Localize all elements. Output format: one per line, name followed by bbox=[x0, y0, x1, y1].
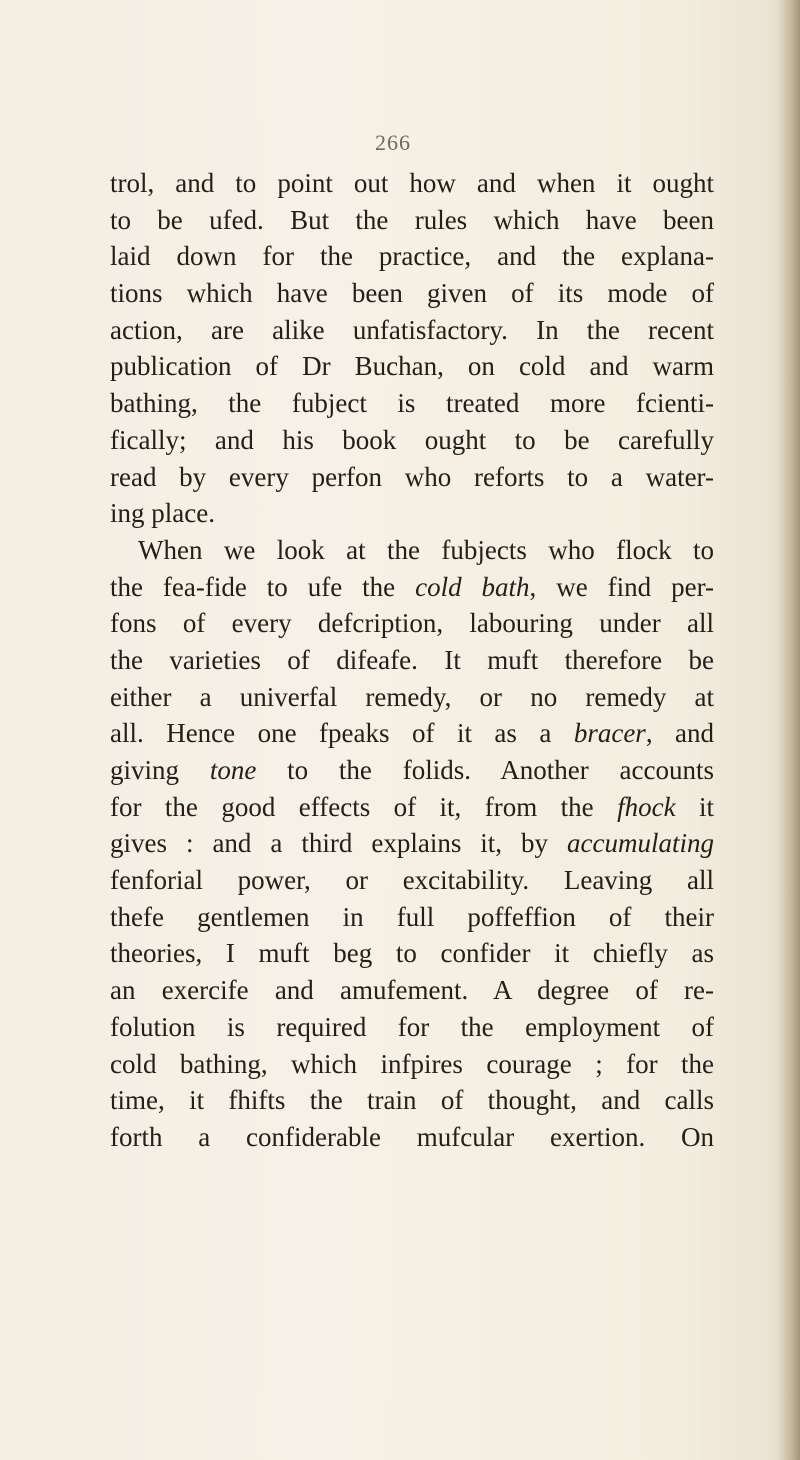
text-line bbox=[110, 202, 714, 239]
text-segment: laid down for the practice, and the explana- bbox=[110, 241, 714, 272]
text-segment: , we find per- bbox=[529, 571, 715, 602]
text-line bbox=[110, 385, 714, 422]
text-line bbox=[110, 1082, 714, 1119]
text-line bbox=[110, 165, 714, 202]
page-number: 266 bbox=[375, 130, 411, 155]
text-segment: thefe gentlemen in full poffeffion of their bbox=[110, 901, 714, 932]
text-segment: forth a confiderable mufcular exertion. On bbox=[110, 1121, 714, 1152]
text-line bbox=[110, 569, 714, 606]
text-segment: tions which have been given of its mode of bbox=[110, 278, 714, 309]
text-segment: it bbox=[675, 791, 714, 822]
text-line bbox=[110, 348, 714, 385]
text-segment: all. Hence one fpeaks of it as a bbox=[110, 718, 574, 749]
text-line bbox=[110, 1046, 714, 1083]
text-segment: theories, I muft beg to confider it chiefly as bbox=[110, 938, 714, 969]
text-segment: to the folids. Another accounts bbox=[256, 755, 714, 785]
italic-text: fhock bbox=[617, 791, 676, 822]
text-segment: publication of Dr Buchan, on cold and warm bbox=[110, 351, 714, 382]
text-line bbox=[110, 459, 714, 496]
text-segment: the fea-fide to ufe the bbox=[110, 571, 416, 602]
text-segment: either a univerfal remedy, or no remedy at bbox=[110, 681, 714, 712]
text-segment: cold bathing, which infpires courage ; for the bbox=[110, 1048, 714, 1079]
text-segment: , and bbox=[645, 718, 715, 749]
italic-text: bracer bbox=[573, 718, 646, 749]
text-segment: for the good effects of it, from the bbox=[110, 791, 618, 822]
text-line bbox=[110, 862, 714, 899]
text-segment: fically; and his book ought to be carefully bbox=[110, 424, 714, 455]
italic-text: tone bbox=[209, 755, 257, 785]
text-segment: to be ufed. But the rules which have been bbox=[110, 204, 714, 235]
text-line bbox=[110, 715, 714, 752]
text-segment: read by every perfon who reforts to a water- bbox=[110, 461, 714, 492]
text-segment: When we look at the fubjects who flock to bbox=[138, 534, 714, 565]
italic-text: accumulating bbox=[567, 828, 714, 859]
text-segment: action, are alike unfatisfactory. In the recent bbox=[110, 314, 714, 345]
text-line bbox=[110, 532, 714, 569]
text-line bbox=[110, 825, 714, 862]
text-segment: time, it fhifts the train of thought, and calls bbox=[110, 1085, 714, 1116]
text-segment: folution is required for the employment of bbox=[110, 1011, 714, 1042]
body-text bbox=[110, 165, 714, 1156]
page-edge-shadow bbox=[778, 0, 800, 1460]
text-segment: giving bbox=[110, 755, 210, 785]
text-line bbox=[110, 495, 714, 532]
text-segment: trol, and to point out how and when it ought bbox=[110, 168, 714, 198]
text-segment: an exercife and amufement. A degree of re- bbox=[110, 975, 714, 1006]
text-line bbox=[110, 312, 714, 349]
text-line bbox=[110, 972, 714, 1009]
text-line bbox=[110, 679, 714, 716]
text-line bbox=[110, 642, 714, 679]
text-segment: ing place. bbox=[110, 498, 215, 529]
italic-text: cold bath bbox=[415, 571, 530, 602]
text-segment: fons of every defcription, labouring under all bbox=[110, 608, 714, 639]
text-segment: fenforial power, or excitability. Leaving all bbox=[110, 865, 714, 896]
text-line bbox=[110, 238, 714, 275]
text-line bbox=[110, 1119, 714, 1156]
text-segment: the varieties of difeafe. It muft therefore be bbox=[110, 644, 714, 675]
text-line bbox=[110, 422, 714, 459]
text-line bbox=[110, 935, 714, 972]
text-segment: bathing, the fubject is treated more fcienti- bbox=[110, 388, 714, 419]
text-line bbox=[110, 899, 714, 936]
text-segment: gives : and a third explains it, by bbox=[110, 828, 568, 859]
text-line bbox=[110, 752, 714, 789]
text-line bbox=[110, 789, 714, 826]
text-line bbox=[110, 605, 714, 642]
text-line bbox=[110, 275, 714, 312]
text-line bbox=[110, 1009, 714, 1046]
